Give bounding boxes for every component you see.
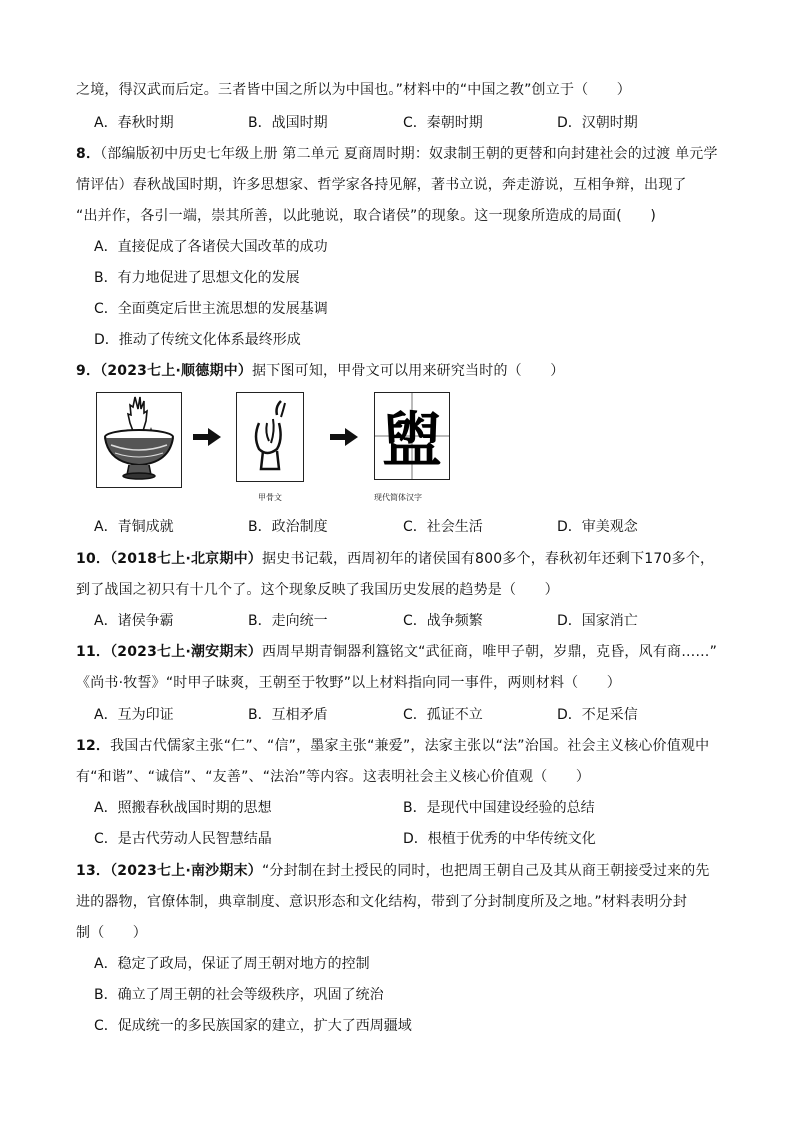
q12-stem-line1 xyxy=(76,736,709,756)
q11-option-a[interactable]: A．互为印证 xyxy=(94,707,174,723)
q10-option-b[interactable]: B．走向统一 xyxy=(248,613,328,629)
basin-hand-icon xyxy=(97,393,181,487)
q10-stem-line2: 到了战国之初只有十几个了。这个现象反映了我国历史发展的趋势是（ ） xyxy=(76,582,559,598)
q8-stem-line2: 情评估）春秋战国时期，许多思想家、哲学家各持见解，著书立说，奔走游说，互相争辩，出现了 xyxy=(76,177,687,193)
q11-stem-line2: 《尚书·牧誓》“时甲子昧爽，王朝至于牧野”以上材料指向同一事件，两则材料（ ） xyxy=(76,675,621,691)
q8-option-c[interactable]: C．全面奠定后世主流思想的发展基调 xyxy=(94,301,328,317)
q12-option-c[interactable]: C．是古代劳动人民智慧结晶 xyxy=(94,831,272,847)
figure-basin-image xyxy=(96,392,182,488)
modern-caption: 现代简体汉字 xyxy=(374,493,422,502)
q12-stem-line2: 有“和谐”、“诚信”、“友善”、“法治”等内容。这表明社会主义核心价值观（ ） xyxy=(76,769,591,785)
q7-option-d[interactable]: D．汉朝时期 xyxy=(557,115,638,131)
q13-option-b[interactable]: B．确立了周王朝的社会等级秩序，巩固了统治 xyxy=(94,987,384,1003)
q8-number: 8． xyxy=(76,146,101,162)
q11-number: 11． xyxy=(76,644,111,660)
q8-line1-text: （部编版初中历史七年级上册 第二单元 夏商周时期：奴隶制王朝的更替和向封建社会的过渡 单元学 xyxy=(100,146,718,162)
figure-modern-char xyxy=(374,392,450,480)
q10-option-c[interactable]: C．战争频繁 xyxy=(403,613,483,629)
q8-stem-line3: “出并作，各引一端，崇其所善，以此驰说，取合诸侯”的现象。这一现象所造成的局面( ) xyxy=(76,208,657,224)
q10-stem-line1 xyxy=(76,549,714,569)
q7-stem-tail: 之境，得汉武而后定。三者皆中国之所以为中国也。”材料中的“中国之教”创立于（ ） xyxy=(76,82,631,98)
oracle-caption: 甲骨文 xyxy=(258,493,282,502)
q8-stem-line1 xyxy=(76,144,718,164)
q11-option-c[interactable]: C．孤证不立 xyxy=(403,707,483,723)
modern-character: 盥 xyxy=(382,406,442,476)
q11-option-d[interactable]: D．不足采信 xyxy=(557,707,638,723)
q11-source: （2023七上·潮安期末） xyxy=(110,644,262,660)
q9-option-d[interactable]: D．审美观念 xyxy=(557,519,638,535)
oracle-bone-glyph-icon xyxy=(237,393,303,481)
q11-stem-line1 xyxy=(76,642,717,662)
q9-stem xyxy=(76,361,564,381)
q13-stem-line2: 进的器物，官僚体制，典章制度、意识形态和文化结构，带到了分封制度所及之地。”材料表明分封 xyxy=(76,894,688,910)
q9-option-c[interactable]: C．社会生活 xyxy=(403,519,483,535)
q7-option-c[interactable]: C．秦朝时期 xyxy=(403,115,483,131)
q8-option-d[interactable]: D．推动了传统文化体系最终形成 xyxy=(94,332,301,348)
q13-number: 13． xyxy=(76,863,111,879)
q13-line1-text: “分封制在封土授民的同时，也把周王朝自己及其从商王朝接受过来的先 xyxy=(261,863,710,879)
q9-number: 9． xyxy=(76,363,101,379)
q13-option-c[interactable]: C．促成统一的多民族国家的建立，扩大了西周疆域 xyxy=(94,1018,412,1034)
q13-stem-line1 xyxy=(76,861,710,881)
q7-option-a[interactable]: A．春秋时期 xyxy=(94,115,174,131)
q7-option-b[interactable]: B．战国时期 xyxy=(248,115,328,131)
q11-line1-text: 西周早期青铜器利簋铭文“武征商，唯甲子朝，岁鼎，克昏，风有商……” xyxy=(261,644,718,660)
q13-source: （2023七上·南沙期末） xyxy=(110,863,262,879)
q12-option-a[interactable]: A．照搬春秋战国时期的思想 xyxy=(94,800,272,816)
q10-source: （2018七上·北京期中） xyxy=(110,551,262,567)
arrow-right-icon-2 xyxy=(330,428,358,450)
q13-option-a[interactable]: A．稳定了政局，保证了周王朝对地方的控制 xyxy=(94,956,370,972)
q13-stem-line3: 制（ ） xyxy=(76,925,147,941)
q11-option-b[interactable]: B．互相矛盾 xyxy=(248,707,328,723)
q9-stem-text: 据下图可知，甲骨文可以用来研究当时的（ ） xyxy=(252,363,565,379)
q10-number: 10． xyxy=(76,551,111,567)
arrow-right-icon-1 xyxy=(193,428,221,450)
q9-source: （2023七上·顺德期中） xyxy=(100,363,253,379)
q10-option-d[interactable]: D．国家消亡 xyxy=(557,613,638,629)
q8-option-b[interactable]: B．有力地促进了思想文化的发展 xyxy=(94,270,300,286)
q12-option-d[interactable]: D．根植于优秀的中华传统文化 xyxy=(403,831,596,847)
q9-option-a[interactable]: A．青铜成就 xyxy=(94,519,174,535)
q12-option-b[interactable]: B．是现代中国建设经验的总结 xyxy=(403,800,595,816)
q9-option-b[interactable]: B．政治制度 xyxy=(248,519,328,535)
q12-line1-text: 我国古代儒家主张“仁”、“信”，墨家主张“兼爱”，法家主张以“法”治国。社会主义核心价值观中 xyxy=(110,738,710,754)
q8-option-a[interactable]: A．直接促成了各诸侯大国改革的成功 xyxy=(94,239,328,255)
q12-number: 12． xyxy=(76,738,111,754)
q10-line1-text: 据史书记载，西周初年的诸侯国有800多个，春秋初年还剩下170多个， xyxy=(261,551,715,567)
figure-oracle-glyph xyxy=(236,392,304,482)
q10-option-a[interactable]: A．诸侯争霸 xyxy=(94,613,174,629)
